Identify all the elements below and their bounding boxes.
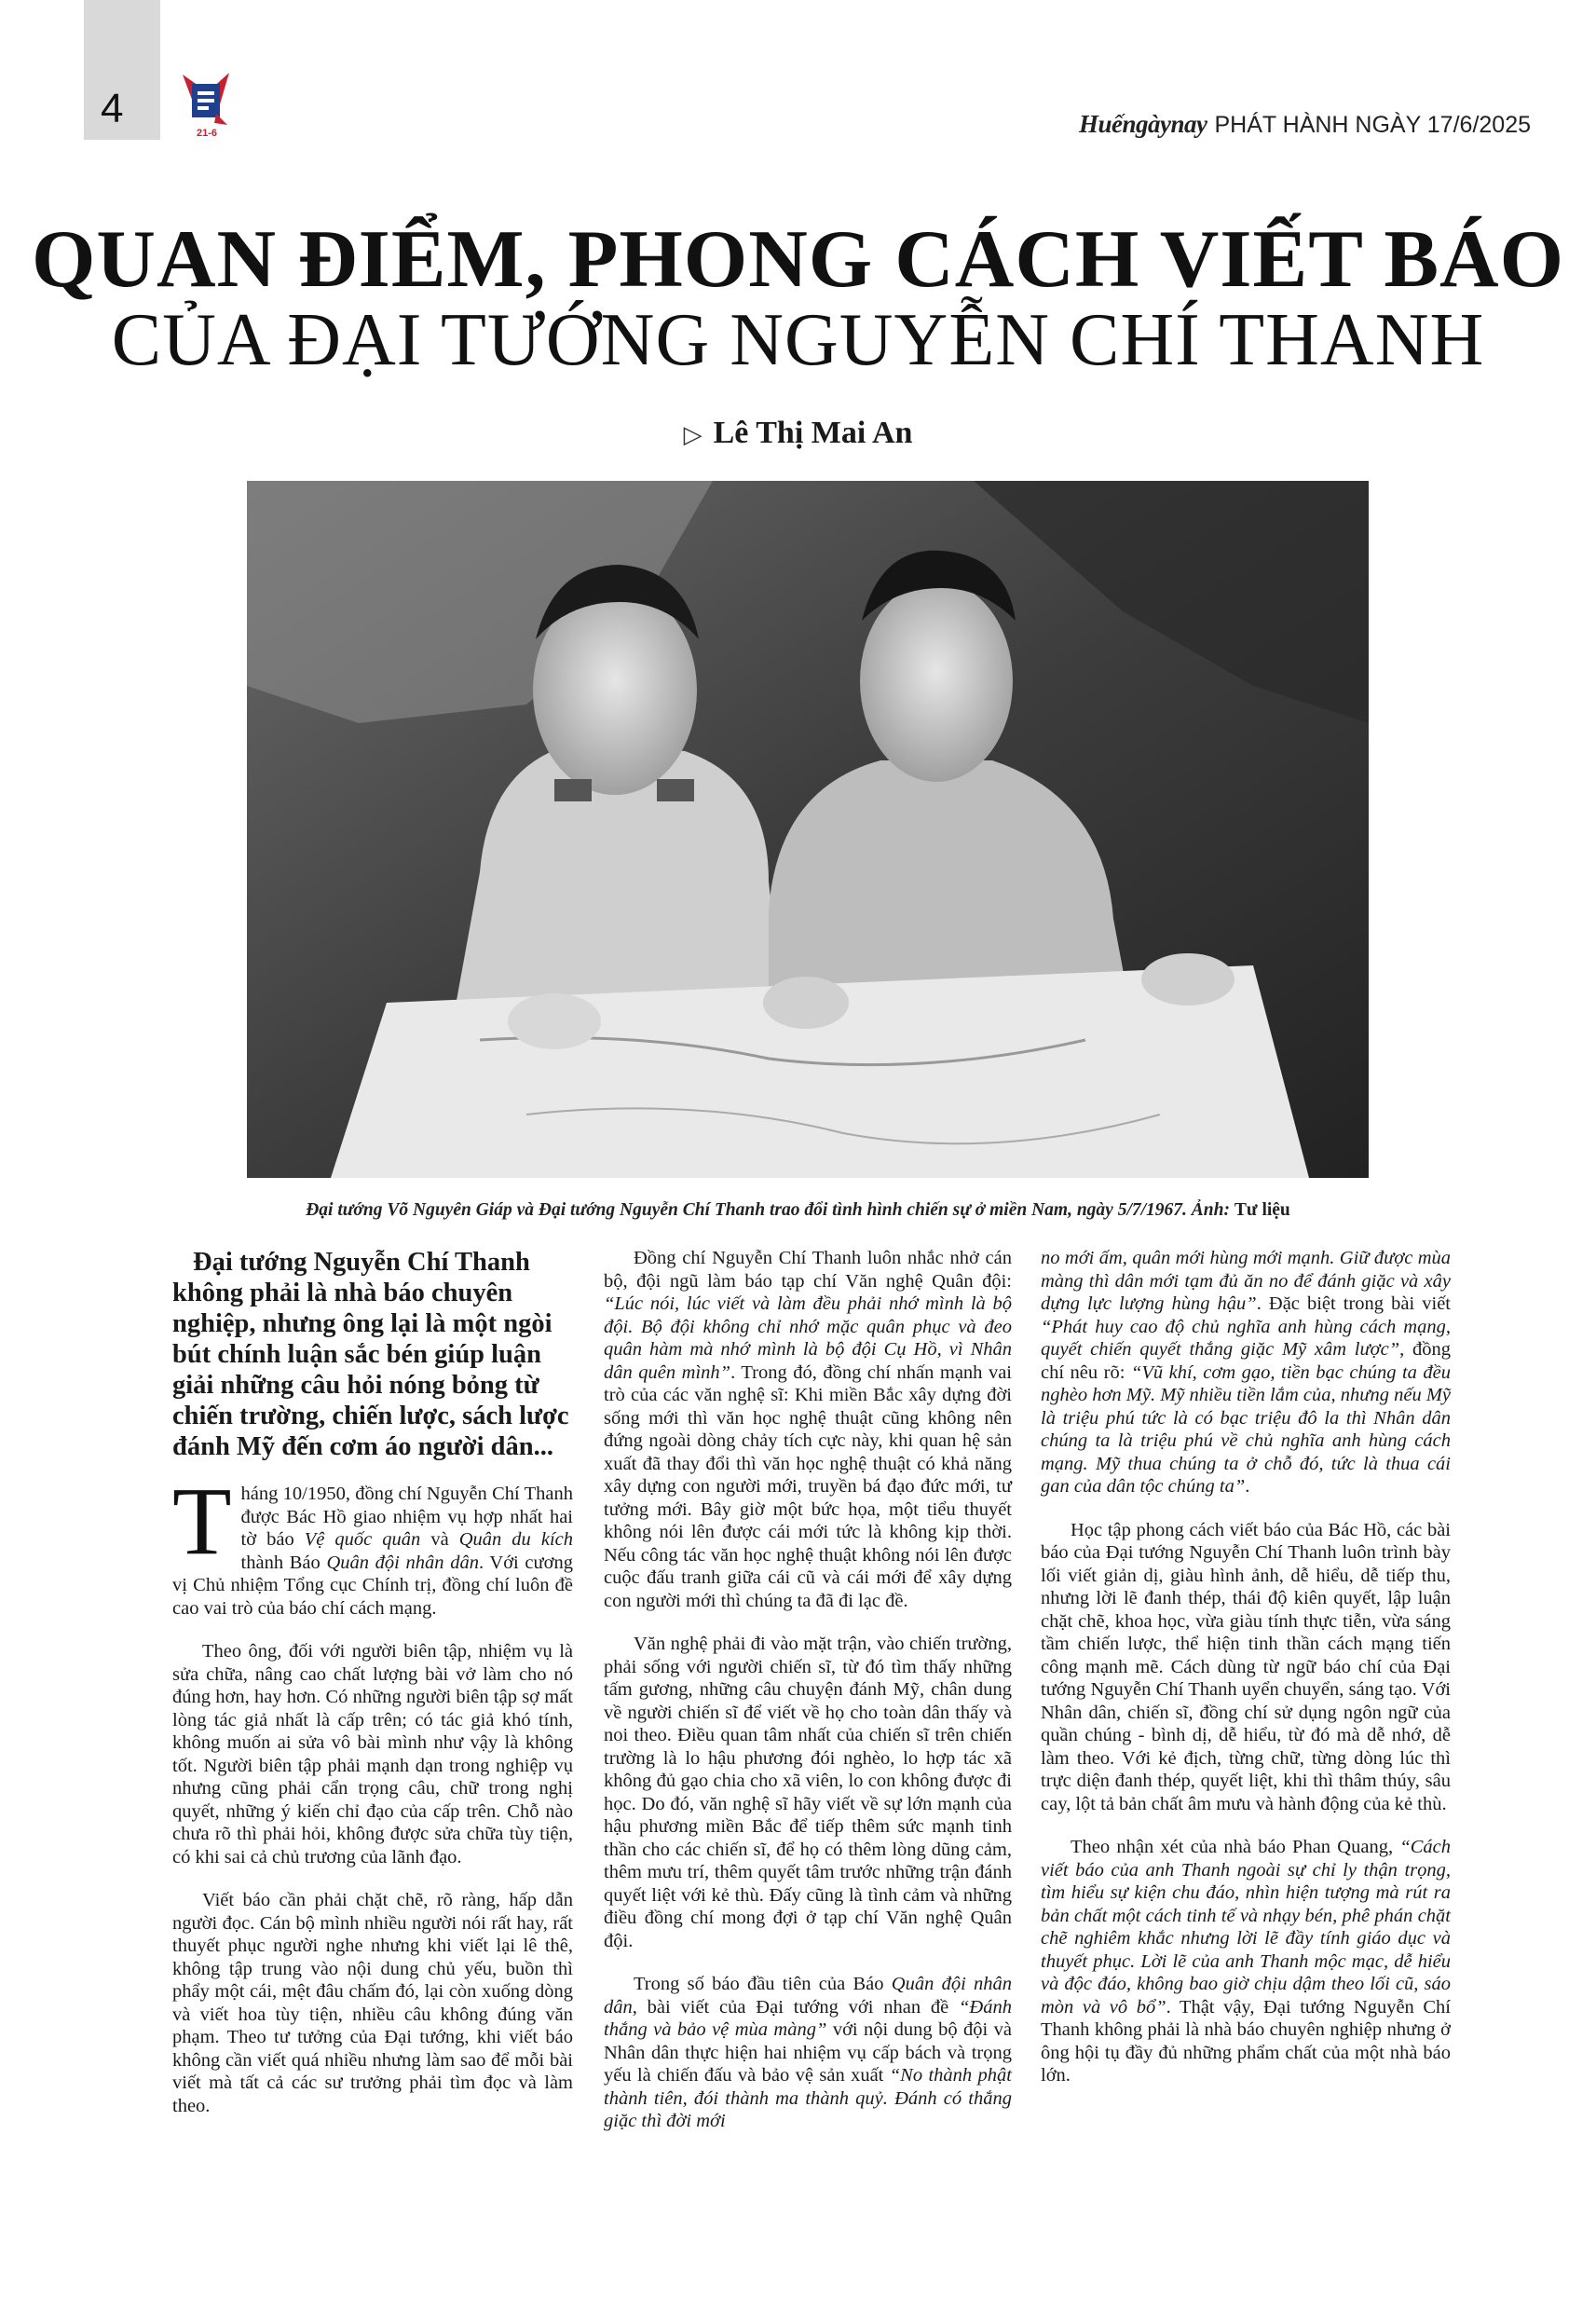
headline-line-1: QUAN ĐIỂM, PHONG CÁCH VIẾT BÁO: [31, 214, 1565, 305]
lead-paragraph: Đại tướng Nguyễn Chí Thanh không phải là nhà báo chuyên nghiệp, nhưng ông lại là một ngòi bút chính luận sắc bén giúp luận giải những câu hỏi nóng bỏng từ chiến trường, chiến lược, sách lược đánh Mỹ đến cơm áo người dân...: [172, 1248, 569, 1461]
article-photo: [247, 481, 1369, 1178]
page-number: 4: [101, 86, 124, 131]
paragraph: Theo nhận xét của nhà báo Phan Quang, “Cách viết báo của anh Thanh ngoài sự chỉ ly thận trọng, tìm hiểu sự kiện chu đáo, nhìn hiện tượng mà rút ra bản chất một cách tinh tế và nhạy bén, phê phán chặt chẽ nghiêm khắc nhưng lời lẽ đầy tính giáo dục và thuyết phục. Lời lẽ của anh Thanh mộc mạc, dễ hiểu và độc đáo, không bao giờ chịu dậm theo lối cũ, sáo mòn và vô bổ”. Thật vậy, Đại tướng Nguyễn Chí Thanh không phải là nhà báo chuyên nghiệp nhưng ở ông hội tụ đầy đủ những phẩm chất của một nhà báo lớn.: [1041, 1837, 1451, 2086]
byline: [0, 416, 1596, 451]
issue-date: PHÁT HÀNH NGÀY 17/6/2025: [1214, 112, 1531, 138]
paragraph: Trong số báo đầu tiên của Báo Quân đội nhân dân, bài viết của Đại tướng với nhan đề “Đánh thắng và bảo vệ mùa màng” với nội dung bộ đội và Nhân dân thực hiện hai nhiệm vụ cấp bách và trọng yếu là chiến đấu và bảo vệ sản xuất “No thành phật thành tiên, đói thành ma thành quỷ. Đánh có thắng giặc thì đời mới: [604, 1974, 1013, 2131]
photo-caption: [0, 1200, 1596, 1221]
paragraph: Viết báo cần phải chặt chẽ, rõ ràng, hấp dẫn người đọc. Cán bộ mình nhiều người nói rất hay, rất thuyết phục người nghe nhưng khi viết lại lê thê, không tập trung vào nội dung chủ yếu, buồn thì phẩy một cái, mệt đâu chấm đó, lại còn xuống dòng và viết hoa tùy tiện, nhiều câu không đúng văn phạm. Theo tư tưởng của Đại tướng, khi viết báo không cần viết quá nhiều nhưng làm sao để mỗi bài viết mà tất cả các sư trưởng phải tìm đọc và làm theo.: [172, 1890, 573, 2116]
paragraph: Văn nghệ phải đi vào mặt trận, vào chiến trường, phải sống với người chiến sĩ, từ đó tìm thấy những tấm gương, những câu chuyện đánh Mỹ, chân dung về người chiến sĩ để viết về họ cho toàn dân thấy và noi theo. Điều quan tâm nhất của chiến sĩ trên chiến trường là lo hậu phương đói nghèo, lo hợp tác xã không đủ gạo chia cho xã viên, lo con không được đi học. Do đó, văn nghệ sĩ hãy viết về sự lớn mạnh của hậu phương miền Bắc để tiếp thêm sức mạnh tinh thần cho các chiến sĩ, để họ có thêm lòng dũng cảm, thêm mưu trí, thêm quyết tâm trước những trận đánh quyết liệt với kẻ thù. Đấy cũng là tình cảm và những điều đồng chí mong đợi ở tạp chí Văn nghệ Quân đội.: [604, 1634, 1012, 1951]
press-day-logo: [173, 67, 240, 140]
paragraph: Đồng chí Nguyễn Chí Thanh luôn nhắc nhở cán bộ, đội ngũ làm báo tạp chí Văn nghệ Quân đội: “Lúc nói, lúc viết và làm đều phải nhớ mình là bộ đội. Bộ đội không chỉ nhớ mặc quân phục và đeo quân hàm mà nhớ mình là bộ đội Cụ Hồ, vì Nhân dân quên mình”. Trong đó, đồng chí nhấn mạnh vai trò của các văn nghệ sĩ: Khi miền Bắc xây dựng đời sống mới thì văn học nghệ thuật cũng không nên đứng ngoài dòng chảy tích cực này, khi quan hệ sản xuất đã thay đổi thì văn học nghệ thuật có khả năng xây dựng con người mới, truyền bá đạo đức mới, tư tưởng mới. Bây giờ một bức họa, một tiểu thuyết không nói lên được cái mới tức là không kịp thời. Nếu công tác văn học nghệ thuật không nói lên được cuộc đấu tranh giữa cái cũ và cái mới để xây dựng con người mới thì chúng ta đã đi lạc đề.: [604, 1248, 1012, 1611]
headline-line-2: CỦA ĐẠI TƯỚNG NGUYỄN CHÍ THANH: [111, 299, 1485, 381]
paragraph: Theo ông, đối với người biên tập, nhiệm vụ là sửa chữa, nâng cao chất lượng bài vở làm cho nó đúng hơn, hay hơn. Có những người biên tập sợ mất lòng tác giả nhất là cấp trên; có tác giả khó tính, không muốn ai sửa vô bài mình như vậy là không tốt. Người biên tập phải mạnh dạn trong nghiệp vụ nhưng cũng phải cẩn trọng câu, chữ trong nghị quyết, những ý kiến chỉ đạo của cấp trên. Chỗ nào chưa rõ thì phải hỏi, không được sửa chữa tùy tiện, có khi sai cả chủ trương của lãnh đạo.: [172, 1641, 573, 1867]
column-3: [1041, 1247, 1451, 2108]
paragraph: no mới ấm, quân mới hùng mới mạnh. Giữ được mùa màng thì dân mới tạm đủ ăn no để đánh giặc và xây dựng lực lượng hùng hậu”. Đặc biệt trong bài viết “Phát huy cao độ chủ nghĩa anh hùng cách mạng, quyết chiến quyết thắng giặc Mỹ xâm lược”, đồng chí nêu rõ: “Vũ khí, cơm gạo, tiền bạc chúng ta đều nghèo hơn Mỹ. Mỹ nhiều tiền lắm của, nhưng nếu Mỹ là triệu phú tức là có bạc triệu đô la thì Nhân dân chúng ta là triệu phú về chủ nghĩa anh hùng cách mạng. Mỹ thua chúng ta ở chỗ đó, tức là thua cái gan của dân tộc chúng ta”.: [1041, 1248, 1452, 1497]
page-number-tab: [84, 0, 160, 140]
paragraph: Tháng 10/1950, đồng chí Nguyễn Chí Thanh được Bác Hồ giao nhiệm vụ hợp nhất hai tờ báo Vệ quốc quân và Quân du kích thành Báo Quân đội nhân dân. Với cương vị Chủ nhiệm Tổng cục Chính trị, đồng chí luôn đề cao vai trò của báo chí cách mạng.: [172, 1468, 573, 1619]
column-2: [604, 1247, 1012, 2154]
play-triangle-icon: ▷: [683, 421, 703, 449]
caption-source: Tư liệu: [1234, 1200, 1290, 1220]
masthead: [1079, 110, 1531, 139]
author-name: Lê Thị Mai An: [713, 416, 913, 450]
caption-text: Đại tướng Võ Nguyên Giáp và Đại tướng Nguyễn Chí Thanh trao đổi tình hình chiến sự ở miền Nam, ngày 5/7/1967. Ảnh:: [306, 1200, 1230, 1220]
badge-text: 21-6: [196, 128, 218, 139]
masthead-brand: Huếngàynay: [1078, 110, 1207, 138]
column-1: [172, 1247, 573, 2138]
paragraph: Học tập phong cách viết báo của Bác Hồ, các bài báo của Đại tướng Nguyễn Chí Thanh luôn trình bày lối viết giản dị, giàu hình ảnh, dễ hiểu, dễ tiếp thu, nhưng lời lẽ đanh thép, thái độ kiên quyết, lập luận chặt chẽ, khoa học, vừa giàu tính thực tiễn, vừa sáng tầm chiến lược, thể hiện tinh thần cách mạng tiến công mạnh mẽ. Cách dùng từ ngữ báo chí của Đại tướng Nguyễn Chí Thanh uyển chuyển, sáng tạo. Với Nhân dân, chiến sĩ, đồng chí sử dụng ngôn ngữ của quần chúng - bình dị, dễ hiểu, từ đó mà dễ nhớ, dễ làm theo. Với kẻ địch, từng chữ, từng dòng lúc thì trực diện đanh thép, quyết liệt, khi thì thâm thúy, sâu cay, lột tả bản chất âm mưu và hành động của kẻ thù.: [1041, 1519, 1451, 1814]
drop-cap: T: [172, 1468, 232, 1575]
